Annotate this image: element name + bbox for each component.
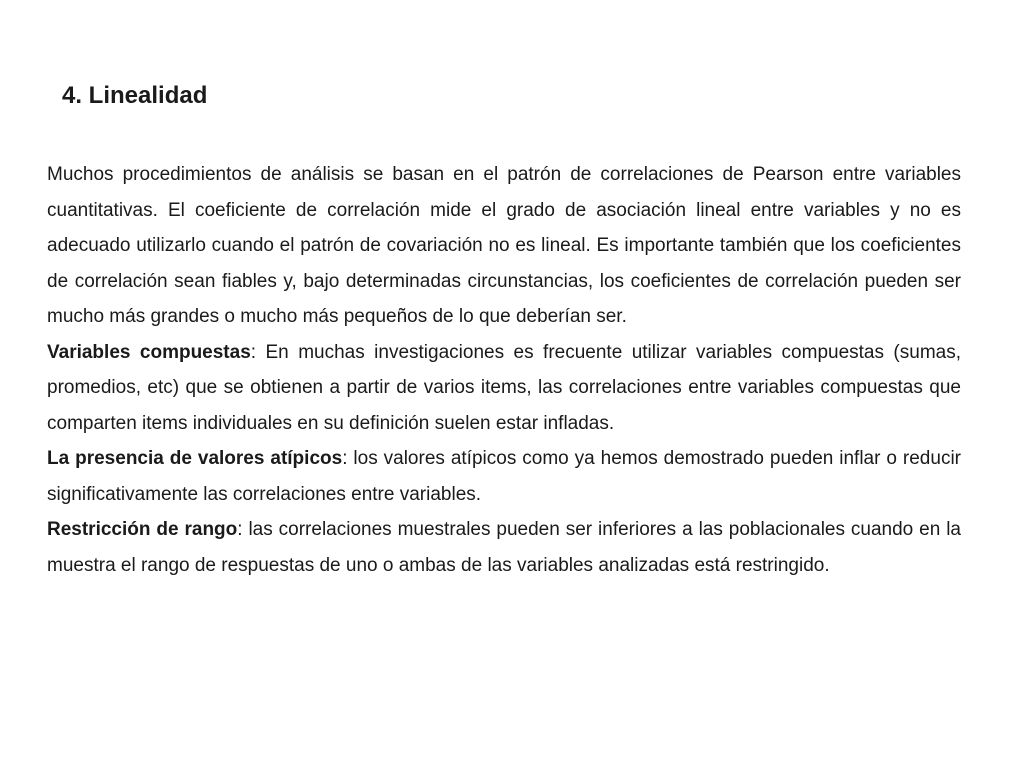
paragraph-valores-atipicos <box>47 441 961 512</box>
paragraph-variables-compuestas <box>47 335 961 442</box>
paragraph-restriccion-rango <box>47 512 961 583</box>
text-valores-atipicos: : los valores atípicos como ya hemos demostrado pueden inflar o reducir significativamente las correlaciones entre variables. <box>47 448 961 505</box>
text-variables-compuestas: : En muchas investigaciones es frecuente utilizar variables compuestas (sumas, promedios, etc) que se obtienen a partir de varios items, las correlaciones entre variables compuestas que comparten items individuales en su definición suelen estar infladas. <box>47 341 962 434</box>
intro-paragraph: Muchos procedimientos de análisis se basan en el patrón de correlaciones de Pearson entre variables cuantitativas. El coeficiente de correlación mide el grado de asociación lineal entre variables y no es adecuado utilizarlo cuando el patrón de covariación no es lineal. Es importante también que los coeficientes de correlación sean fiables y, bajo determinadas circunstancias, los coeficientes de correlación pueden ser mucho más grandes o mucho más pequeños de lo que deberían ser. <box>47 164 961 327</box>
page-title: 4. Linealidad <box>62 82 208 109</box>
term-valores-atipicos: La presencia de valores atípicos <box>47 448 343 469</box>
body-text <box>47 157 961 583</box>
text-restriccion-rango: : las correlaciones muestrales pueden ser inferiores a las poblacionales cuando en la muestra el rango de respuestas de uno o ambas de las variables analizadas está restringido. <box>47 519 961 576</box>
term-restriccion-rango: Restricción de rango <box>47 519 238 540</box>
term-variables-compuestas: Variables compuestas <box>47 341 251 363</box>
